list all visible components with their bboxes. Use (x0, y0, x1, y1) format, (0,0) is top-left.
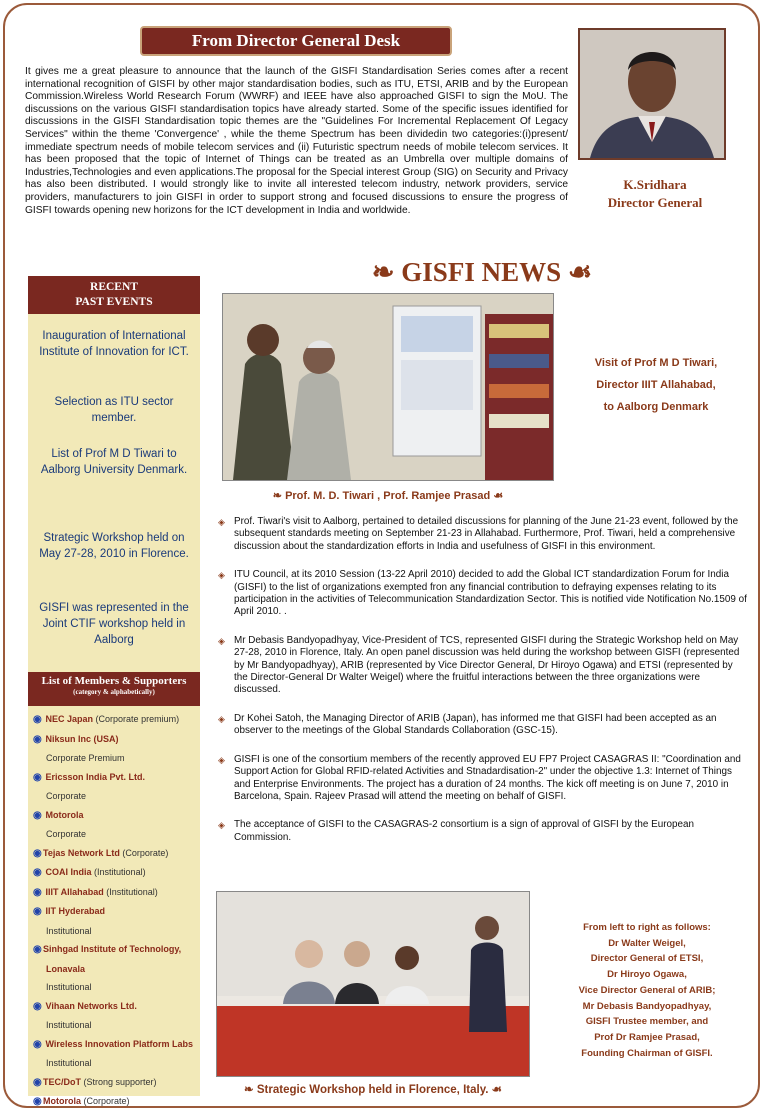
news-title (352, 256, 612, 288)
recent-events-heading-line2: PAST EVENTS (75, 296, 153, 308)
visit-line: Director IIIT Allahabad, (596, 379, 716, 391)
names-line: Prof Dr Ramjee Prasad, (594, 1031, 700, 1043)
event-item: Inauguration of International Institute of Innovation for ICT. (39, 330, 189, 358)
flourish-left-icon: ❧ (371, 257, 395, 287)
bullet-icon: ◉ (33, 867, 42, 878)
news-title-text: GISFI NEWS (401, 257, 562, 287)
director-caption (575, 176, 735, 212)
member-item: ◉ IIT Hyderabad (28, 902, 200, 922)
member-item: ◉ COAI India (Institutional) (28, 863, 200, 883)
flourish-right-icon: ☙ (567, 257, 593, 287)
news-item: ◈ GISFI is one of the consortium members of the recently approved EU FP7 Project CASAGRAS II: "Coordination and Support Action for Global RFID-related Activities and Stnadardisation-2" under the objective 1.3: Internet of Things and Enterprise Environments. The project has a duration of 24 months. The kick off meeting is on June 7, 2010 in Barcelona, Spain. Rajeev Prasad will attend the meeting on behalf of GISFI. (218, 753, 741, 802)
member-item-continued: Lonavala (46, 963, 86, 974)
event-item: List of Prof M D Tiwari to Aalborg University Denmark. (40, 448, 188, 476)
names-line: Dr Hiroyo Ogawa, (607, 969, 687, 981)
members-heading-text: List of Members & Supporters (41, 675, 187, 687)
names-line: GISFI Trustee member, and (585, 1016, 709, 1028)
member-category: Institutional (46, 982, 92, 992)
member-category: Corporate Premium (46, 753, 125, 763)
director-photo (578, 28, 726, 160)
members-heading (28, 672, 200, 706)
member-category: Institutional (46, 925, 92, 936)
workshop-photo-image (217, 892, 529, 1076)
flourish-left-icon: ❧ (272, 490, 282, 502)
members-list (28, 710, 200, 1112)
member-category: Institutional (46, 1020, 92, 1030)
diamond-bullet-icon: ◈ (218, 570, 225, 581)
bullet-icon: ◉ (33, 1000, 42, 1012)
bullet-icon: ◉ (33, 714, 42, 725)
bullet-icon: ◉ (33, 1096, 42, 1107)
bullet-icon: ◉ (33, 886, 42, 898)
workshop-names (542, 920, 752, 1061)
member-item: ◉Tejas Network Ltd (Corporate) (28, 844, 200, 864)
bullet-icon: ◉ (33, 733, 42, 745)
news-item: ◈ Mr Debasis Bandyopadhyay, Vice-President of TCS, represented GISFI during the Strategic Workshop held on May 27-28, 2010 in Florence, Italy. An open panel discussion was held during the workshop between GISFI (represented by Mr Bandyopadhyay), ARIB (represented by Vice Director General, Dr Hiroyo Ogawa) and ETSI (represented by the Director-General Dr Walter Weigel) where the fruitful interactions between the three organizations were discussed. (218, 634, 740, 696)
flourish-right-icon: ☙ (491, 1084, 502, 1096)
members-subheading: (category & alphabetically) (73, 688, 155, 696)
names-line: From left to right as follows: (583, 922, 711, 933)
names-line: Vice Director General of ARIB; (578, 984, 716, 996)
member-item: ◉TEC/DoT (Strong supporter) (28, 1073, 200, 1093)
news-item: ◈ Dr Kohei Satoh, the Managing Director of ARIB (Japan), has informed me that GISFI had been accepted as an observer to the meetings of the Global Standards Collaboration (GSC-15). (218, 712, 717, 737)
visit-photo-image (223, 294, 553, 480)
visit-note (566, 352, 746, 418)
bullet-icon: ◉ (33, 1038, 42, 1050)
diamond-bullet-icon: ◈ (218, 635, 225, 646)
flourish-right-icon: ☙ (493, 490, 504, 502)
flourish-left-icon: ❧ (244, 1084, 254, 1096)
member-item: ◉ Motorola (28, 806, 200, 826)
bullet-icon: ◉ (33, 809, 42, 821)
diamond-bullet-icon: ◈ (218, 713, 225, 724)
bullet-icon: ◉ (33, 944, 42, 955)
member-item: ◉ IIIT Allahabad (Institutional) (28, 883, 200, 903)
member-category: Corporate (46, 829, 87, 839)
visit-line: to Aalborg Denmark (603, 401, 709, 413)
member-item: ◉ NEC Japan (Corporate premium) (28, 710, 200, 730)
member-item: ◉Sinhgad Institute of Technology, (28, 940, 200, 960)
workshop-photo-caption (216, 1082, 530, 1096)
visit-photo (222, 293, 554, 481)
diamond-bullet-icon: ◈ (218, 517, 225, 527)
event-item: Selection as ITU sector member. (54, 396, 174, 424)
news-item: ◈ The acceptance of GISFI to the CASAGRAS-2 consortium is a sign of approval of GISFI by the European Commission. (218, 819, 694, 843)
member-item: ◉ Niksun Inc (USA) (28, 730, 200, 750)
member-item: ◉Motorola (Corporate) (28, 1092, 200, 1112)
director-name: K.Sridhara (623, 177, 687, 192)
member-category: Institutional (46, 1058, 92, 1068)
recent-events-heading (28, 276, 200, 314)
recent-events-heading-line1: RECENT (90, 281, 138, 293)
names-line: Dr Walter Weigel, (608, 937, 686, 949)
visit-photo-caption-text: Prof. M. D. Tiwari , Prof. Ramjee Prasad (285, 490, 491, 502)
bullet-icon: ◉ (33, 906, 42, 917)
diamond-bullet-icon: ◈ (218, 754, 225, 765)
visit-line: Visit of Prof M D Tiwari, (594, 357, 718, 369)
bullet-icon: ◉ (33, 1076, 42, 1088)
news-item: ◈ Prof. Tiwari's visit to Aalborg, pertained to detailed discussions for planning of the June 21-23 event, followed by the subsequent standards meeting on September 21-23 in Allahabad. Furthermore, Prof. Tiwari, held a comprehensive discussion about the standardization efforts in India and usefulness of GISFI in this environment. (218, 516, 739, 552)
diamond-bullet-icon: ◈ (218, 820, 225, 831)
workshop-photo (216, 891, 530, 1077)
workshop-photo-caption-text: Strategic Workshop held in Florence, Italy. (256, 1084, 489, 1096)
news-item: ◈ ITU Council, at its 2010 Session (13-22 April 2010) decided to add the Global ICT standardization Forum for India (GISFI) to the list of organizations exempted fron any financial contribution to defraying expenses relating to its participation in the activities of Telecommunication Standardization Sector. This is notified vide Notification No.1509 of April 2010. . (218, 569, 747, 618)
director-portrait-image (580, 30, 724, 158)
names-line: Director General of ETSI, (590, 953, 704, 965)
bullet-icon: ◉ (33, 847, 42, 859)
member-item: ◉ Wireless Innovation Platform Labs (28, 1035, 200, 1055)
dg-message: It gives me a great pleasure to announce that the launch of the GISFI Standardisation Series comes after a recent international recognition of GISFI by other major standardisation bodies, such as ITU, ETSI, ARIB and by the European Commission.Wireless World Research Forum (WWRF) and IEEE have also approached GISFI to sign the MoU. The discussions on the various GISFI standardisation topics have already started. Some of the specific issues identified for discussions in the GISFI Standardisation topic themes are the "Guidelines For Incremental Replacement Of Legacy Services" within the theme 'Convergence' , while the theme Spectrum has been dividedin two categories:(i)present/ immediate spectrum needs of mobile telecom services and (ii) Futuristic spectrum needs of mobile telecom services. It has been proposed that the topic of Internet of Things can be treated as an Umbrella over multiple domains of Industries,Technologies and even applications.The proposal for the Special interest Group (SIG) on Security and Privacy has also been distributed. I would strongly like to invite all interested telecom industry, network providers, service providers, manufacturers to join GISFI in order to support strong and focused discussions to ensure the progress of GISFI towards opening new horizons for the ICT development in India and worldwide. (25, 66, 568, 216)
event-item: GISFI was represented in the Joint CTIF workshop held in Aalborg (39, 602, 189, 646)
dg-desk-header: From Director General Desk (140, 26, 452, 56)
news-items (218, 516, 748, 852)
visit-photo-caption (222, 489, 554, 502)
names-line: Founding Chairman of GISFI. (581, 1047, 713, 1059)
event-item: Strategic Workshop held on May 27-28, 2010 in Florence. (39, 532, 189, 560)
bullet-icon: ◉ (33, 771, 42, 783)
names-line: Mr Debasis Bandyopadhyay, (582, 1000, 712, 1012)
member-item: ◉ Ericsson India Pvt. Ltd. (28, 768, 200, 788)
member-item: ◉ Vihaan Networks Ltd. (28, 997, 200, 1017)
member-category: Corporate (46, 791, 87, 801)
director-title: Director General (607, 195, 703, 210)
